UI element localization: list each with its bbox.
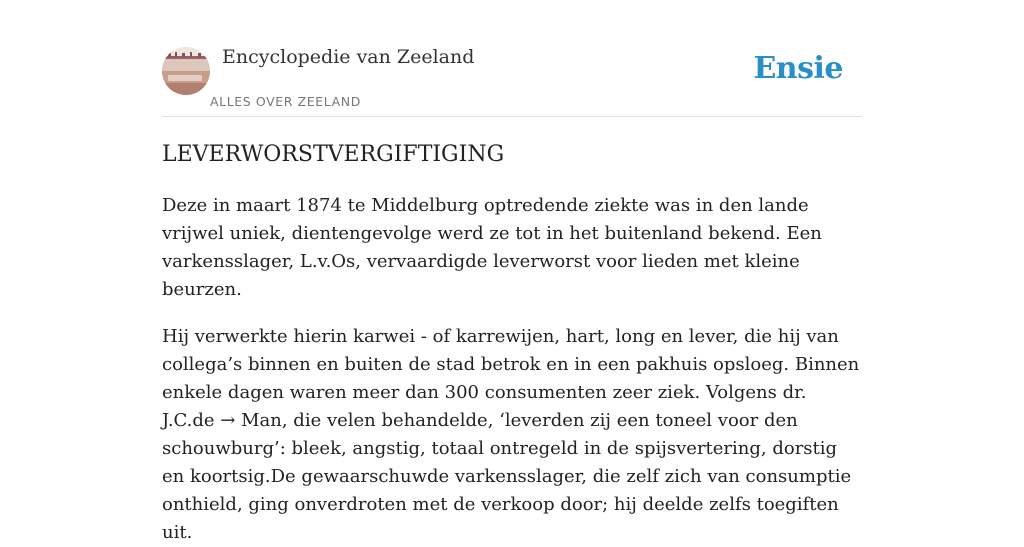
site-subtitle: ALLES OVER ZEELAND (210, 94, 361, 109)
article-paragraph: Deze in maart 1874 te Middelburg optredende ziekte was in den lande vrijwel uniek, dientengevolge werd ze tot in het buitenland bekend. Een varkensslager, L.v.Os, vervaardigde leverworst voor lieden met kleine beurzen. (162, 195, 822, 300)
site-avatar-image (162, 47, 210, 95)
article (162, 141, 864, 547)
site-title[interactable]: Encyclopedie van Zeeland (222, 46, 475, 68)
site-header (162, 0, 862, 117)
ensie-logo[interactable]: Ensie (753, 51, 843, 86)
article-paragraph: Hij verwerkte hierin karwei - of karrewijen, hart, long en lever, die hij van collega’s binnen en buiten de stad betrok en in een pakhuis opsloeg. Binnen enkele dagen waren meer dan 300 consumenten zeer ziek. Volgens dr. J.C.de → Man, die velen behandelde, ‘leverden zij een toneel voor den schouwburg’: bleek, angstig, totaal ontregeld in de spijsvertering, dorstig en koortsig.De gewaarschuwde varkensslager, die zelf zich van consumptie onthield, ging onverdroten met de verkoop door; hij deelde zelfs toegiften uit. (162, 326, 860, 543)
site-avatar[interactable] (162, 47, 210, 95)
article-title: LEVERWORSTVERGIFTIGING (162, 142, 505, 167)
